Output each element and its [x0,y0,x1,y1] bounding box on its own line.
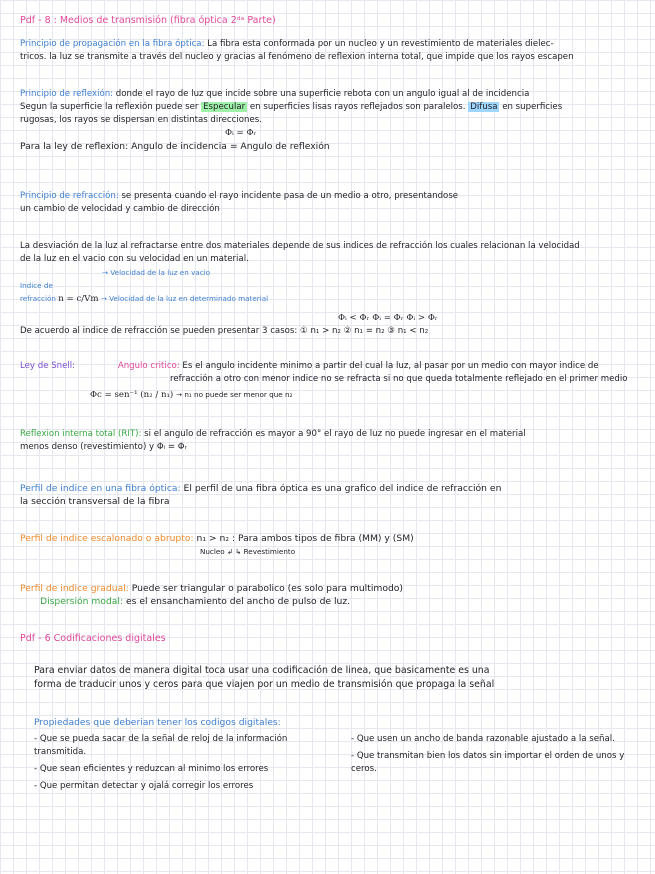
desviacion-text-2: de la luz en el vacio con su velocidad en un material. [20,254,249,264]
snell-note: → n₁ no puede ser menor que n₂ [176,390,293,399]
reflexion-formula: Φᵢ = Φᵣ [225,128,257,138]
escalonado-text: n₁ > n₂ : Para ambos tipos de fibra (MM) y (SM) [193,533,414,544]
especular-highlight: Especular [203,102,246,112]
section-pdf6 [20,632,640,645]
escalonado-sub: Nucleo ↲ ↳ Revestimiento [200,547,296,556]
props-right-item: - Que usen un ancho de banda razonable ajustado a la señal. [351,734,615,744]
props-label: Propiedades que deberian tener los codigos digitales: [34,717,281,728]
refraccion-text-2: un cambio de velocidad y cambio de dirección [20,204,220,214]
refraccion-label: Principio de refracción: [20,191,119,201]
section-rit [20,428,640,454]
section-snell [20,360,640,402]
perfil-text-2: la sección transversal de la fibra [20,496,170,507]
section-gradual [20,582,640,608]
dispersion-label: Dispersión modal: [40,596,124,607]
material-note: → Velocidad de la luz en determinado material [100,294,269,303]
pdf6-title: Pdf - 6 Codificaciones digitales [20,633,166,644]
section-codificacion-intro [20,664,640,692]
snell-text-2: refracción a otro con menor indice no se refracta si no que queda totalmente reflejado en el primer medio [170,374,628,384]
rit-text-2: menos denso (revestimiento) y Φᵢ = Φᵣ [20,442,187,452]
reflexion-text-3: rugosas, los rayos se dispersan en distintas direcciones. [20,115,262,125]
pdf6-intro-1: Para enviar datos de manera digital toca usar una codificación de linea, que basicamente es una [34,665,490,676]
props-left-item: - Que se pueda sacar de la señal de reloj de la información transmitida. [34,734,288,757]
escalonado-label: Perfil de indice escalonado o abrupto: [20,533,194,544]
dispersion-text: es el ensanchamiento del ancho de pulso de luz. [123,596,351,607]
critico-label: Angulo critico: [117,361,180,371]
section-refraccion [20,190,640,216]
section-perfil [20,482,640,508]
desviacion-text-1: La desviación de la luz al refractarse entre dos materiales depende de sus indices de refracción los cuales relacionan la velocidad [20,241,580,251]
gradual-text: Puede ser triangular o parabolico (es solo para multimodo) [128,583,403,594]
section-desviacion [20,240,640,338]
pdf6-intro-2: forma de traducir unos y ceros para que viajen por un medio de transmisión que propaga la señal [34,679,495,690]
vacio-note: → Velocidad de la luz en vacio [102,268,211,277]
perfil-label: Perfil de indice en una fibra óptica: [20,483,181,494]
reflexion-text-1: donde el rayo de luz que incide sobre una superficie rebota con un angulo igual al de incidencia [113,89,530,99]
section-propagacion [20,38,640,64]
perfil-text-1: El perfil de una fibra óptica es una grafico del indice de refracción en [180,483,502,494]
section-reflexion [20,88,640,153]
cases-formulas: Φᵢ < Φᵣ Φᵢ = Φᵣ Φᵢ > Φᵣ [338,313,438,323]
section-pdf8 [20,14,640,27]
difusa-highlight: Difusa [470,102,498,112]
refraccion-text-1: se presenta cuando el rayo incidente pasa de un medio a otro, presentandose [118,191,459,201]
props-right-column [351,733,640,793]
indice-formula: n = c/Vm [58,294,99,304]
props-left-column [34,733,323,793]
indice-label-1: Indice de [20,281,53,290]
props-columns [34,733,640,793]
propagacion-text-1: La fibra esta conformada por un nucleo y un revestimiento de materiales dielec- [204,39,554,49]
pdf8-title: Pdf - 8 : Medios de transmisión (fibra óptica 2ᵈᵃ Parte) [20,15,276,26]
rit-text-1: si el angulo de refracción es mayor a 90° el rayo de luz no puede ingresar en el material [141,429,526,439]
reflexion-label: Principio de reflexión: [20,89,114,99]
section-escalonado [20,532,640,558]
snell-text-1: Es el angulo incidente minimo a partir del cual la luz, al pasar por un medio con mayor indice de [179,361,599,371]
reflexion-text-2b: en superficies lisas rayos reflejados son paralelos. [247,102,469,112]
snell-formula: Φc = sen⁻¹ (n₂ / n₁) [90,390,174,400]
propagacion-text-2: tricos. la luz se transmite a través del nucleo y gracias al fenómeno de reflexion interna total, que impide que los rayos escapen [20,52,574,62]
indice-label-2: refracción [20,294,56,303]
gradual-label: Perfil de indice gradual: [20,583,129,594]
snell-label: Ley de Snell: [20,361,76,371]
props-left-item: - Que sean eficientes y reduzcan al minimo los errores [34,764,269,774]
reflexion-text-2c: en superficies [499,102,563,112]
section-propiedades [20,716,640,793]
props-left-item: - Que permitan detectar y ojalá corregir los errores [34,781,254,791]
reflexion-ley: Para la ley de reflexion: Angulo de incidencia = Angulo de reflexión [20,141,330,152]
props-right-item: - Que transmitan bien los datos sin importar el orden de unos y ceros. [351,751,625,774]
cases-text: De acuerdo al indice de refracción se pueden presentar 3 casos: ① n₁ > n₂ ② n₁ = n₂ ③ n₁ < n₂ [20,326,429,336]
propagacion-label: Principio de propagación en la fibra óptica: [20,39,205,49]
rit-label: Reflexion interna total (RIT): [20,429,142,439]
reflexion-text-2a: Segun la superficie la reflexión puede ser [20,102,202,112]
